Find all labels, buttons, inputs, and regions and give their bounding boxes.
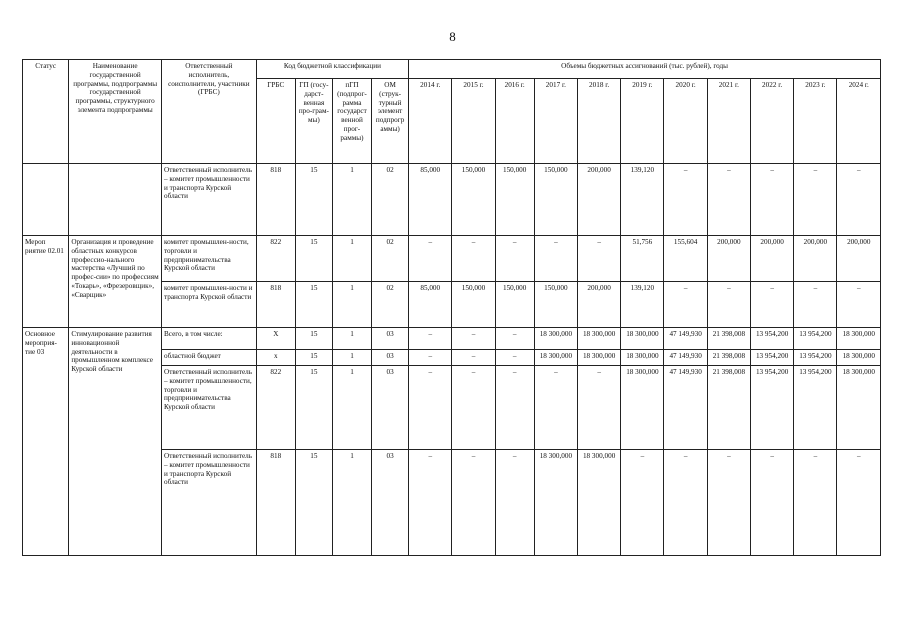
header-year: 2022 г. [750, 79, 793, 164]
row-value: 85,000 [409, 282, 452, 328]
row-code: 02 [372, 236, 409, 282]
row-value: – [409, 350, 452, 366]
row-value: – [707, 164, 750, 236]
row-code: 1 [332, 450, 371, 556]
header-volume-group: Объемы бюджетных ассигнований (тыс. рублей), годы [409, 60, 881, 79]
row-value: 18 300,000 [621, 350, 664, 366]
row-value: – [452, 236, 495, 282]
header-name: Наименование государственной программы, подпрограммы государственной программы, структурного элемента подпрограммы [69, 60, 162, 164]
row-code: 818 [256, 164, 295, 236]
row-value: – [409, 328, 452, 350]
row-code: 15 [295, 282, 332, 328]
table-row [23, 164, 881, 236]
row-value: – [664, 164, 707, 236]
row-value: – [534, 366, 577, 450]
row-code: 822 [256, 366, 295, 450]
row-value: 21 398,008 [707, 328, 750, 350]
row-responsible: комитет промышлен-ности, торговли и предпринимательства Курской области [162, 236, 257, 282]
row-value: – [707, 450, 750, 556]
row-code: 03 [372, 328, 409, 350]
header-code-col: ГП (госу-дарст-венная про-грам-мы) [295, 79, 332, 164]
row-code: 1 [332, 350, 371, 366]
row-value: 155,604 [664, 236, 707, 282]
row-responsible: комитет промышлен-ности и транспорта Курской области [162, 282, 257, 328]
header-year: 2020 г. [664, 79, 707, 164]
row-code: 03 [372, 366, 409, 450]
row-value: – [534, 236, 577, 282]
row-value: – [794, 450, 837, 556]
row-value: 18 300,000 [577, 328, 620, 350]
header-year: 2021 г. [707, 79, 750, 164]
row-code: 1 [332, 164, 371, 236]
row-code: 15 [295, 450, 332, 556]
budget-table [22, 59, 881, 556]
row-value: 200,000 [577, 282, 620, 328]
row-code: 1 [332, 328, 371, 350]
row-value: 18 300,000 [577, 450, 620, 556]
row-value: – [794, 282, 837, 328]
row-code: 818 [256, 450, 295, 556]
row-value: – [495, 350, 534, 366]
page-number: 8 [449, 29, 456, 44]
row-code: 15 [295, 366, 332, 450]
row-value: 139,120 [621, 282, 664, 328]
header-year: 2024 г. [837, 79, 881, 164]
row-value: 13 954,200 [794, 350, 837, 366]
row-value: 150,000 [495, 164, 534, 236]
row-value: – [750, 450, 793, 556]
row-value: 200,000 [750, 236, 793, 282]
row-value: 18 300,000 [621, 366, 664, 450]
row-value: 47 149,930 [664, 350, 707, 366]
row-value: 150,000 [534, 164, 577, 236]
row-responsible: областной бюджет [162, 350, 257, 366]
row-responsible: Ответственный исполнитель – комитет промышленности и транспорта Курской области [162, 450, 257, 556]
header-year: 2015 г. [452, 79, 495, 164]
row-value: 150,000 [495, 282, 534, 328]
row-code: 822 [256, 236, 295, 282]
row-value: 18 300,000 [837, 328, 881, 350]
header-status: Статус [23, 60, 69, 164]
row-value: – [750, 282, 793, 328]
row-value: – [495, 366, 534, 450]
row-code: 1 [332, 282, 371, 328]
header-year: 2014 г. [409, 79, 452, 164]
row-value: 200,000 [794, 236, 837, 282]
row-code: 02 [372, 282, 409, 328]
row-value: – [794, 164, 837, 236]
row-value: 18 300,000 [534, 350, 577, 366]
row-code: 1 [332, 366, 371, 450]
header-year: 2019 г. [621, 79, 664, 164]
row-code: 02 [372, 164, 409, 236]
row-value: – [664, 282, 707, 328]
header-year: 2016 г. [495, 79, 534, 164]
row-code: 03 [372, 350, 409, 366]
row-name [69, 164, 162, 236]
row-value: 200,000 [837, 236, 881, 282]
row-status: Основное мероприя-тие 03 [23, 328, 69, 556]
row-status [23, 164, 69, 236]
row-value: 13 954,200 [794, 366, 837, 450]
row-responsible: Ответственный исполнитель – комитет промышленности и транспорта Курской области [162, 164, 257, 236]
row-value: 47 149,930 [664, 366, 707, 450]
header-year: 2023 г. [794, 79, 837, 164]
row-value: 13 954,200 [794, 328, 837, 350]
row-value: 18 300,000 [534, 450, 577, 556]
row-value: 18 300,000 [534, 328, 577, 350]
row-value: – [409, 366, 452, 450]
row-value: – [495, 236, 534, 282]
header-year: 2017 г. [534, 79, 577, 164]
row-value: – [495, 450, 534, 556]
row-code: 15 [295, 350, 332, 366]
row-responsible: Всего, в том числе: [162, 328, 257, 350]
row-code: х [256, 350, 295, 366]
row-status: Мероп риятие 02.01 [23, 236, 69, 328]
row-value: 150,000 [452, 164, 495, 236]
row-value: – [495, 328, 534, 350]
row-value: 200,000 [577, 164, 620, 236]
row-value: 150,000 [534, 282, 577, 328]
row-value: 18 300,000 [621, 328, 664, 350]
row-value: – [409, 236, 452, 282]
row-value: – [621, 450, 664, 556]
row-value: 200,000 [707, 236, 750, 282]
row-value: 18 300,000 [577, 350, 620, 366]
row-value: 13 954,200 [750, 350, 793, 366]
row-value: 47 149,930 [664, 328, 707, 350]
row-value: – [837, 282, 881, 328]
row-value: – [409, 450, 452, 556]
row-name: Организация и проведение областных конкурсов профессио-нального мастерства «Лучший по профес-сии» по профессиям «Токарь», «Фрезеровщик», «Сварщик» [69, 236, 162, 328]
row-value: 85,000 [409, 164, 452, 236]
header-code-group: Код бюджетной классификации [256, 60, 408, 79]
row-code: 15 [295, 164, 332, 236]
table-row [23, 236, 881, 282]
row-value: – [664, 450, 707, 556]
row-value: – [837, 450, 881, 556]
row-value: – [837, 164, 881, 236]
row-value: – [750, 164, 793, 236]
row-name: Стимулирование развития инновационной деятельности в промышленном комплексе Курской области [69, 328, 162, 556]
row-code: 1 [332, 236, 371, 282]
row-value: – [577, 236, 620, 282]
row-value: 150,000 [452, 282, 495, 328]
row-value: 18 300,000 [837, 350, 881, 366]
row-value: – [452, 450, 495, 556]
row-code: 818 [256, 282, 295, 328]
row-value: 13 954,200 [750, 328, 793, 350]
table-row [23, 328, 881, 350]
header-year: 2018 г. [577, 79, 620, 164]
header-code-col: ГРБС [256, 79, 295, 164]
header-code-col: пГП (подпрог-рамма государст венной прог-раммы) [332, 79, 371, 164]
row-value: – [452, 366, 495, 450]
row-responsible: Ответственный исполнитель – комитет промышленности, торговли и предпринимательства Курской области [162, 366, 257, 450]
row-value: 21 398,008 [707, 350, 750, 366]
row-value: – [577, 366, 620, 450]
row-value: 139,120 [621, 164, 664, 236]
row-value: – [707, 282, 750, 328]
row-value: 18 300,000 [837, 366, 881, 450]
row-code: 03 [372, 450, 409, 556]
row-value: 51,756 [621, 236, 664, 282]
header-responsible: Ответственный исполнитель, соисполнители, участники (ГРБС) [162, 60, 257, 164]
row-value: 13 954,200 [750, 366, 793, 450]
header-code-col: ОМ (струк-турный элемент подпрогр аммы) [372, 79, 409, 164]
row-code: 15 [295, 236, 332, 282]
row-value: 21 398,008 [707, 366, 750, 450]
row-code: 15 [295, 328, 332, 350]
row-value: – [452, 328, 495, 350]
row-value: – [452, 350, 495, 366]
row-code: Х [256, 328, 295, 350]
